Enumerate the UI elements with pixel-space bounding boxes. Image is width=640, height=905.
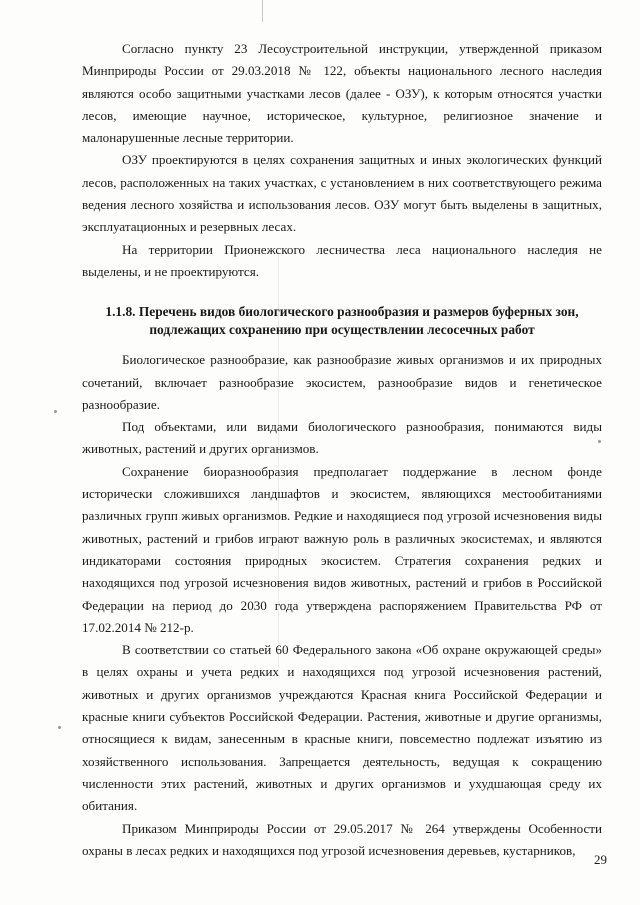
section-heading-line-2: подлежащих сохранению при осуществлении лесосечных работ xyxy=(149,322,535,338)
scan-artifact xyxy=(262,0,263,22)
document-body xyxy=(82,38,602,862)
paragraph-red-book: В соответствии со статьей 60 Федерального закона «Об охране окружающей среды» в целях охраны и учета редких и находящихся под угрозой исчезновения растений, животных и других организмов учреждаются Красная книга Российской Федерации и красные книги субъектов Российской Федерации. Растения, животные и другие организмы, относящиеся к видам, занесенным в красные книги, повсеместно подлежат изъятию из хозяйственного использования. Запрещается деятельность, ведущая к сокращению численности этих растений, животных и других организмов и ухудшающая среду их обитания. xyxy=(82,642,602,814)
paragraph-prionezhskoe: На территории Прионежского лесничества леса национального наследия не выделены, и не проектируются. xyxy=(82,241,602,279)
page-number: 29 xyxy=(594,852,607,867)
paragraph-biodiversity-definition: Биологическое разнообразие, как разнообразие живых организмов и их природных сочетаний, включает разнообразие экосистем, разнообразие видов и генетическое разнообразие. xyxy=(82,352,602,412)
scan-artifact xyxy=(54,410,57,413)
paragraph-biodiversity-conservation: Сохранение биоразнообразия предполагает поддержание в лесном фонде исторически сложившихся ландшафтов и экосистем, являющихся местообитаниями различных групп живых организмов. Редкие и находящиеся под угрозой исчезновения виды животных, растений и грибов играют важную роль в различных экосистемах, и являются индикаторами состояния природных экосистем. Стратегия сохранения редких и находящихся под угрозой исчезновения видов животных, растений и грибов в Российской Федерации на период до 2030 года утверждена распоряжением Правительства РФ от 17.02.2014 № 212-р. xyxy=(82,463,602,635)
paragraph-ozu-purpose: ОЗУ проектируются в целях сохранения защитных и иных экологических функций лесов, расположенных на таких участках, с установлением в них соответствующего режима ведения лесного хозяйства и использования лесов. ОЗУ могут быть выделены в защитных, эксплуатационных и резервных лесах. xyxy=(82,152,602,235)
paragraph-minprirody-order: Приказом Минприроды России от 29.05.2017 № 264 утверждены Особенности охраны в лесах редких и находящихся под угрозой исчезновения деревьев, кустарников, xyxy=(82,820,602,858)
scan-artifact xyxy=(58,726,61,729)
paragraph-biodiversity-objects: Под объектами, или видами биологического разнообразия, понимаются виды животных, растений и других организмов. xyxy=(82,419,602,457)
section-heading-line-1: 1.1.8. Перечень видов биологического разнообразия и размеров буферных зон, xyxy=(105,304,579,320)
paragraph-ozu-definition: Согласно пункту 23 Лесоустроительной инструкции, утвержденной приказом Минприроды России от 29.03.2018 № 122, объекты национального лесного наследия являются особо защитными участками лесов (далее - ОЗУ), к которым относятся участки лесов, имеющие научное, историческое, культурное, религиозное значение и малонарушенные лесные территории. xyxy=(82,41,602,146)
section-heading xyxy=(82,303,602,339)
